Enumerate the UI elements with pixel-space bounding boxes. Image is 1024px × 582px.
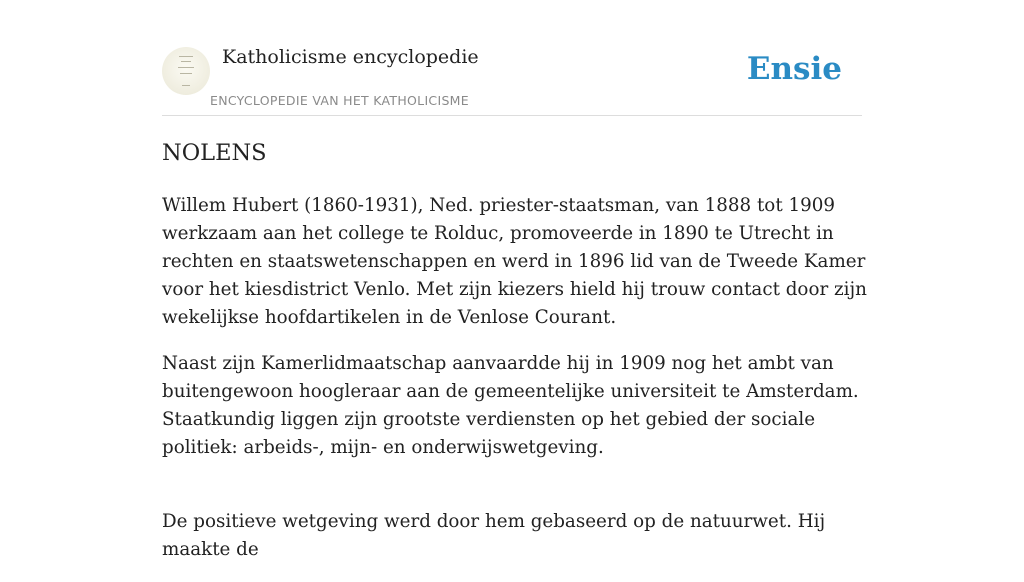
article-paragraph: De positieve wetgeving werd door hem gebaseerd op de natuurwet. Hij maakte de xyxy=(162,511,826,560)
article-paragraph: Naast zijn Kamerlidmaatschap aanvaardde hij in 1909 nog het ambt van buitengewoon hoogleraar aan de gemeentelijke universiteit te Amsterdam. Staatkundig liggen zijn grootste verdiensten op het gebied der sociale politiek: arbeids-, mijn- en onderwijswetgeving. xyxy=(162,353,859,458)
ensie-logo[interactable]: Ensie xyxy=(746,51,842,87)
encyclopedia-cover-image[interactable] xyxy=(162,47,210,95)
encyclopedia-subtitle: ENCYCLOPEDIE VAN HET KATHOLICISME xyxy=(210,93,469,108)
article-body xyxy=(162,192,867,582)
site-header xyxy=(162,40,862,116)
article-paragraph: Willem Hubert (1860-1931), Ned. priester-staatsman, van 1888 tot 1909 werkzaam aan het college te Rolduc, promoveerde in 1890 te Utrecht in rechten en staatswetenschappen en werd in 1896 lid van de Tweede Kamer voor het kiesdistrict Venlo. Met zijn kiezers hield hij trouw contact door zijn wekelijkse hoofdartikelen in de Venlose Courant. xyxy=(162,195,867,328)
encyclopedia-name[interactable]: Katholicisme encyclopedie xyxy=(222,46,479,68)
article-title: NOLENS xyxy=(162,140,267,166)
